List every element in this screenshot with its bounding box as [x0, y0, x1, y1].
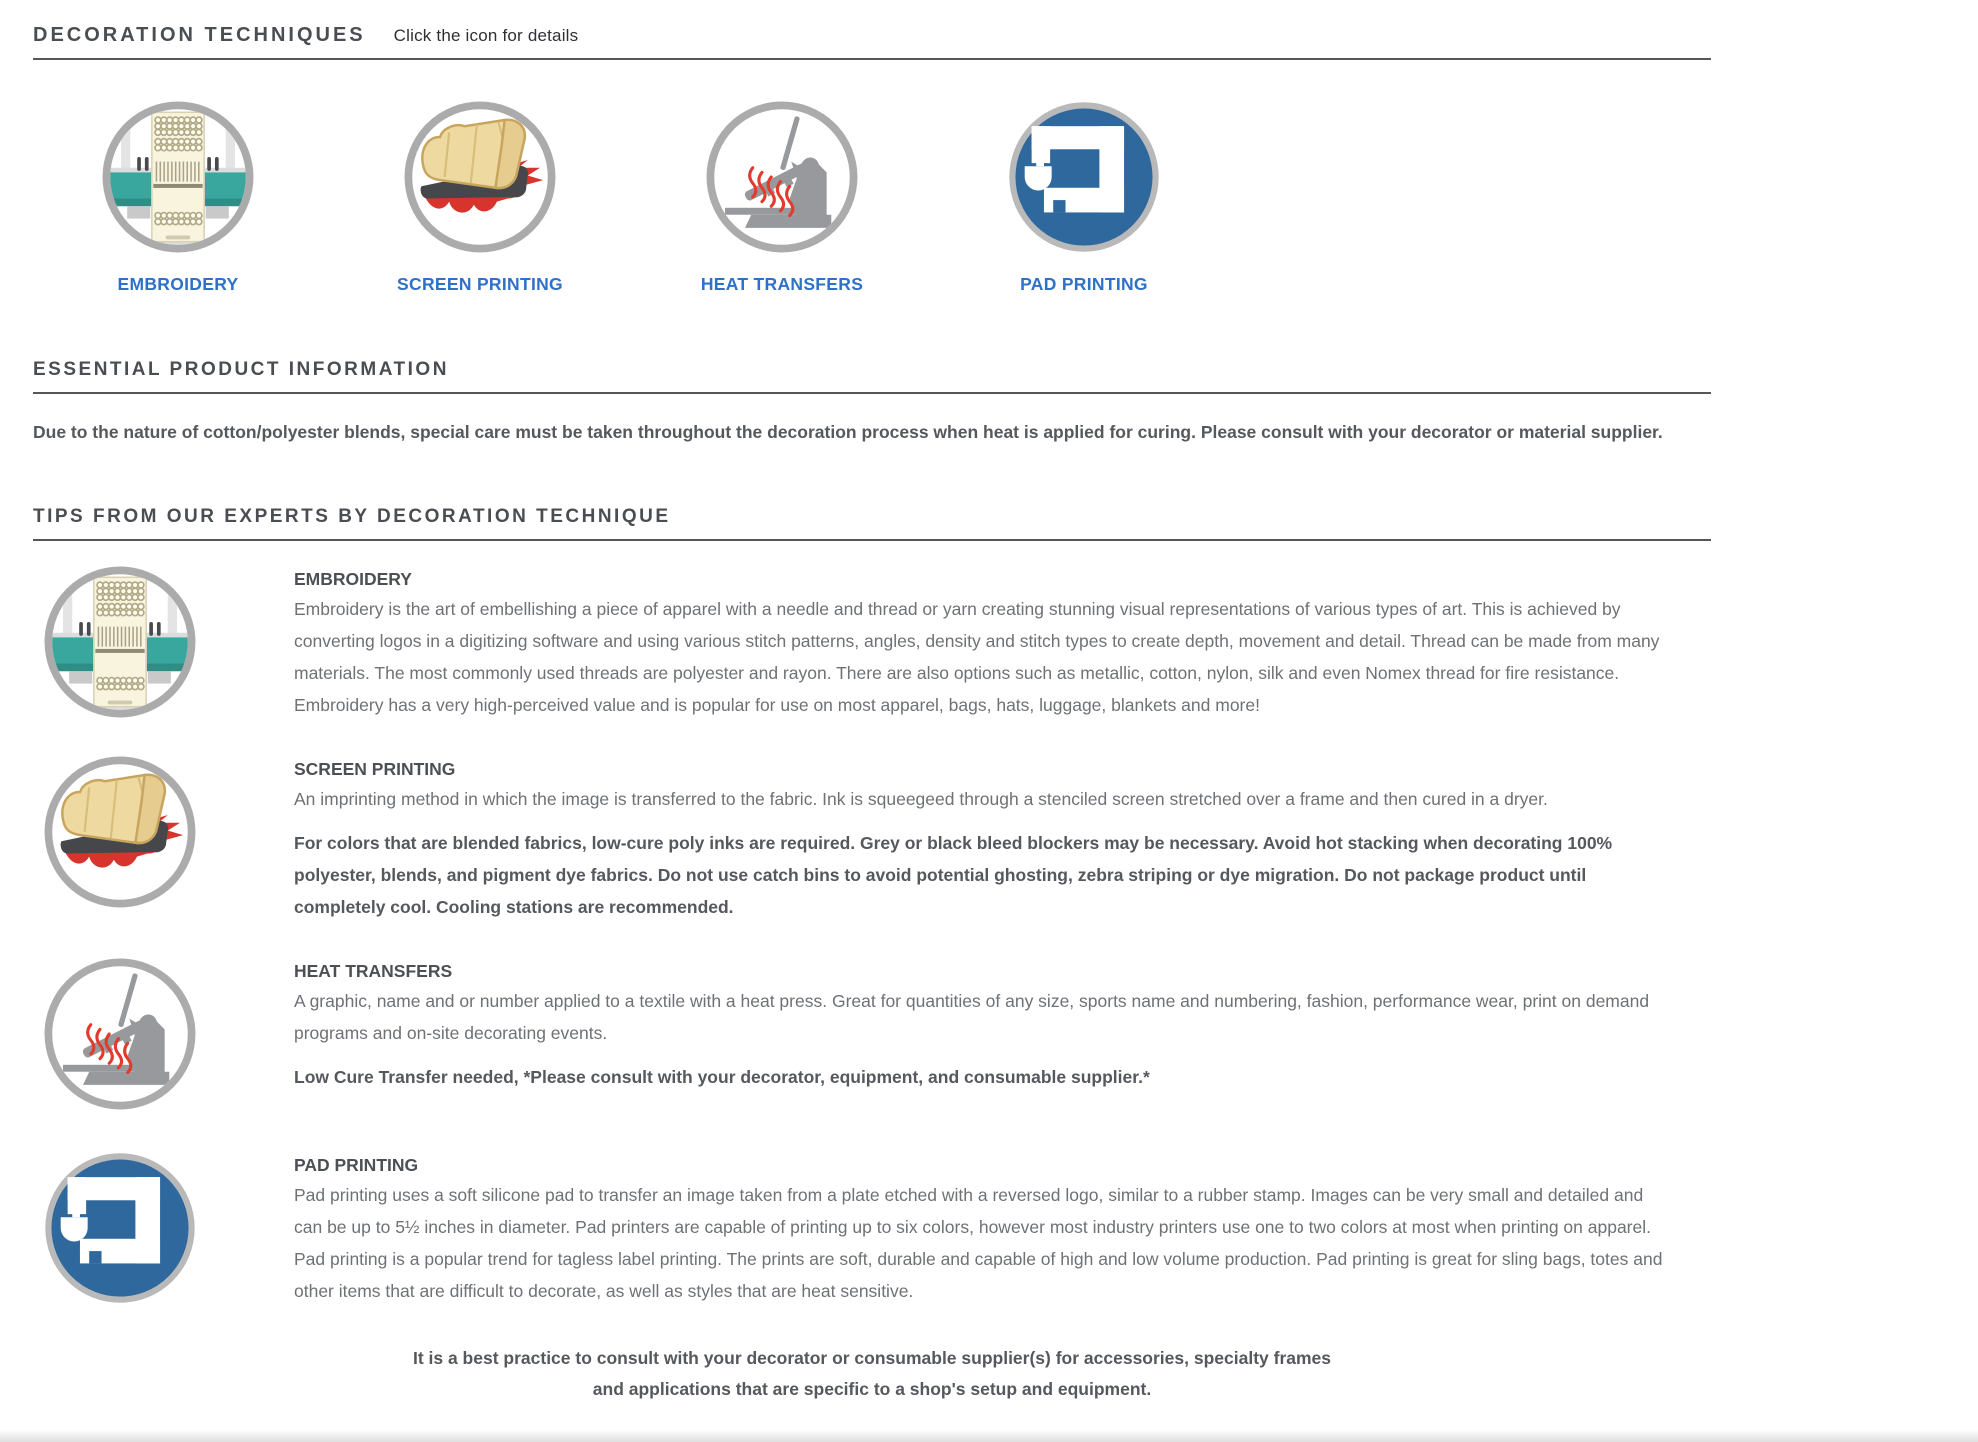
tip-title: EMBROIDERY: [294, 569, 412, 589]
tip-paragraph: Embroidery is the art of embellishing a piece of apparel with a needle and thread or yarn creating stunning visual representations of various types of art. This is achieved by converting logos in a digitizing software and using various stitch patterns, angles, density and stitch types to create depth, movement and detail. Thread can be made from many materials. The most commonly used threads are polyester and rayon. There are also options such as metallic, cotton, nylon, silk and even Nomex thread for fire resistance. Embroidery has a very high-perceived value and is popular for use on most apparel, bags, hats, luggage, blankets and more!: [294, 599, 1660, 715]
technique-label[interactable]: PAD PRINTING: [1020, 274, 1148, 294]
tip-body: [294, 565, 1676, 733]
tip-paragraph: For colors that are blended fabrics, low-cure poly inks are required. Grey or black bleed blockers may be necessary. Avoid hot stacking when decorating 100% polyester, blends, and pigment dye fabrics. Do not use catch bins to avoid potential ghosting, zebra striping or dye migration. Do not package product until completely cool. Cooling stations are recommended.: [294, 833, 1613, 917]
tip-title: PAD PRINTING: [294, 1155, 419, 1175]
embroidery-machine-icon[interactable]: [27, 100, 329, 254]
tips-list: [33, 565, 1711, 1319]
tip-row: [33, 565, 1711, 733]
technique-item[interactable]: [631, 100, 933, 295]
essential-info-body: Due to the nature of cotton/polyester blends, special care must be taken throughout the decoration process when heat is applied for curing. Please consult with your decorator or material supplier.: [33, 422, 1663, 442]
tip-paragraph: Low Cure Transfer needed, *Please consult with your decorator, equipment, and consumable supplier.*: [294, 1067, 1150, 1087]
technique-item[interactable]: [329, 100, 631, 295]
tip-title: SCREEN PRINTING: [294, 759, 456, 779]
pad-printer-icon[interactable]: [933, 100, 1235, 254]
tip-paragraph: An imprinting method in which the image is transferred to the fabric. Ink is squeegeed through a stenciled screen stretched over a frame and then cured in a dryer.: [294, 789, 1548, 809]
technique-label[interactable]: SCREEN PRINTING: [397, 274, 563, 294]
tip-row: [33, 755, 1711, 935]
embroidery-machine-icon: [43, 565, 197, 719]
essential-info-heading: ESSENTIAL PRODUCT INFORMATION: [33, 359, 449, 380]
footer-note: It is a best practice to consult with your decorator or consumable supplier(s) for accessories, specialty frames and applications that are specific to a shop's setup and equipment.: [412, 1348, 1332, 1399]
tip-row: [33, 1151, 1711, 1319]
heat-press-icon: [43, 957, 197, 1111]
tip-body: [294, 755, 1676, 935]
technique-label[interactable]: EMBROIDERY: [117, 274, 239, 294]
technique-row: [27, 100, 1711, 295]
tip-paragraph: Pad printing uses a soft silicone pad to transfer an image taken from a plate etched with a reversed logo, similar to a rubber stamp. Images can be very small and detailed and can be up to 5½ inches in diameter. Pad printers are capable of printing up to six colors, however most industry printers use one to two colors at most when printing on apparel. Pad printing is a popular trend for tagless label printing. The prints are soft, durable and capable of high and low volume production. Pad printing is great for sling bags, totes and other items that are difficult to decorate, as well as styles that are heat sensitive.: [294, 1185, 1663, 1301]
tip-row: [33, 957, 1711, 1111]
essential-info-divider: [33, 392, 1711, 394]
tips-divider: [33, 539, 1711, 541]
page-header: [33, 24, 1711, 47]
tip-body: [294, 1151, 1676, 1319]
page-subtitle: Click the icon for details: [393, 26, 579, 45]
bottom-edge-divider: [0, 1430, 1978, 1442]
heat-press-icon[interactable]: [631, 100, 933, 254]
tips-heading: TIPS FROM OUR EXPERTS BY DECORATION TECHNIQUE: [33, 506, 671, 527]
tip-paragraph: A graphic, name and or number applied to a textile with a heat press. Great for quantities of any size, sports name and numbering, fashion, performance wear, print on demand programs and on-site decorating events.: [294, 991, 1650, 1043]
technique-item[interactable]: [27, 100, 329, 295]
squeegee-icon[interactable]: [329, 100, 631, 254]
header-divider: [33, 58, 1711, 60]
pad-printer-icon: [43, 1151, 197, 1305]
tip-title: HEAT TRANSFERS: [294, 961, 453, 981]
technique-item[interactable]: [933, 100, 1235, 295]
squeegee-icon: [43, 755, 197, 909]
page-title: DECORATION TECHNIQUES: [33, 24, 366, 46]
tip-body: [294, 957, 1676, 1111]
technique-label[interactable]: HEAT TRANSFERS: [700, 274, 864, 294]
